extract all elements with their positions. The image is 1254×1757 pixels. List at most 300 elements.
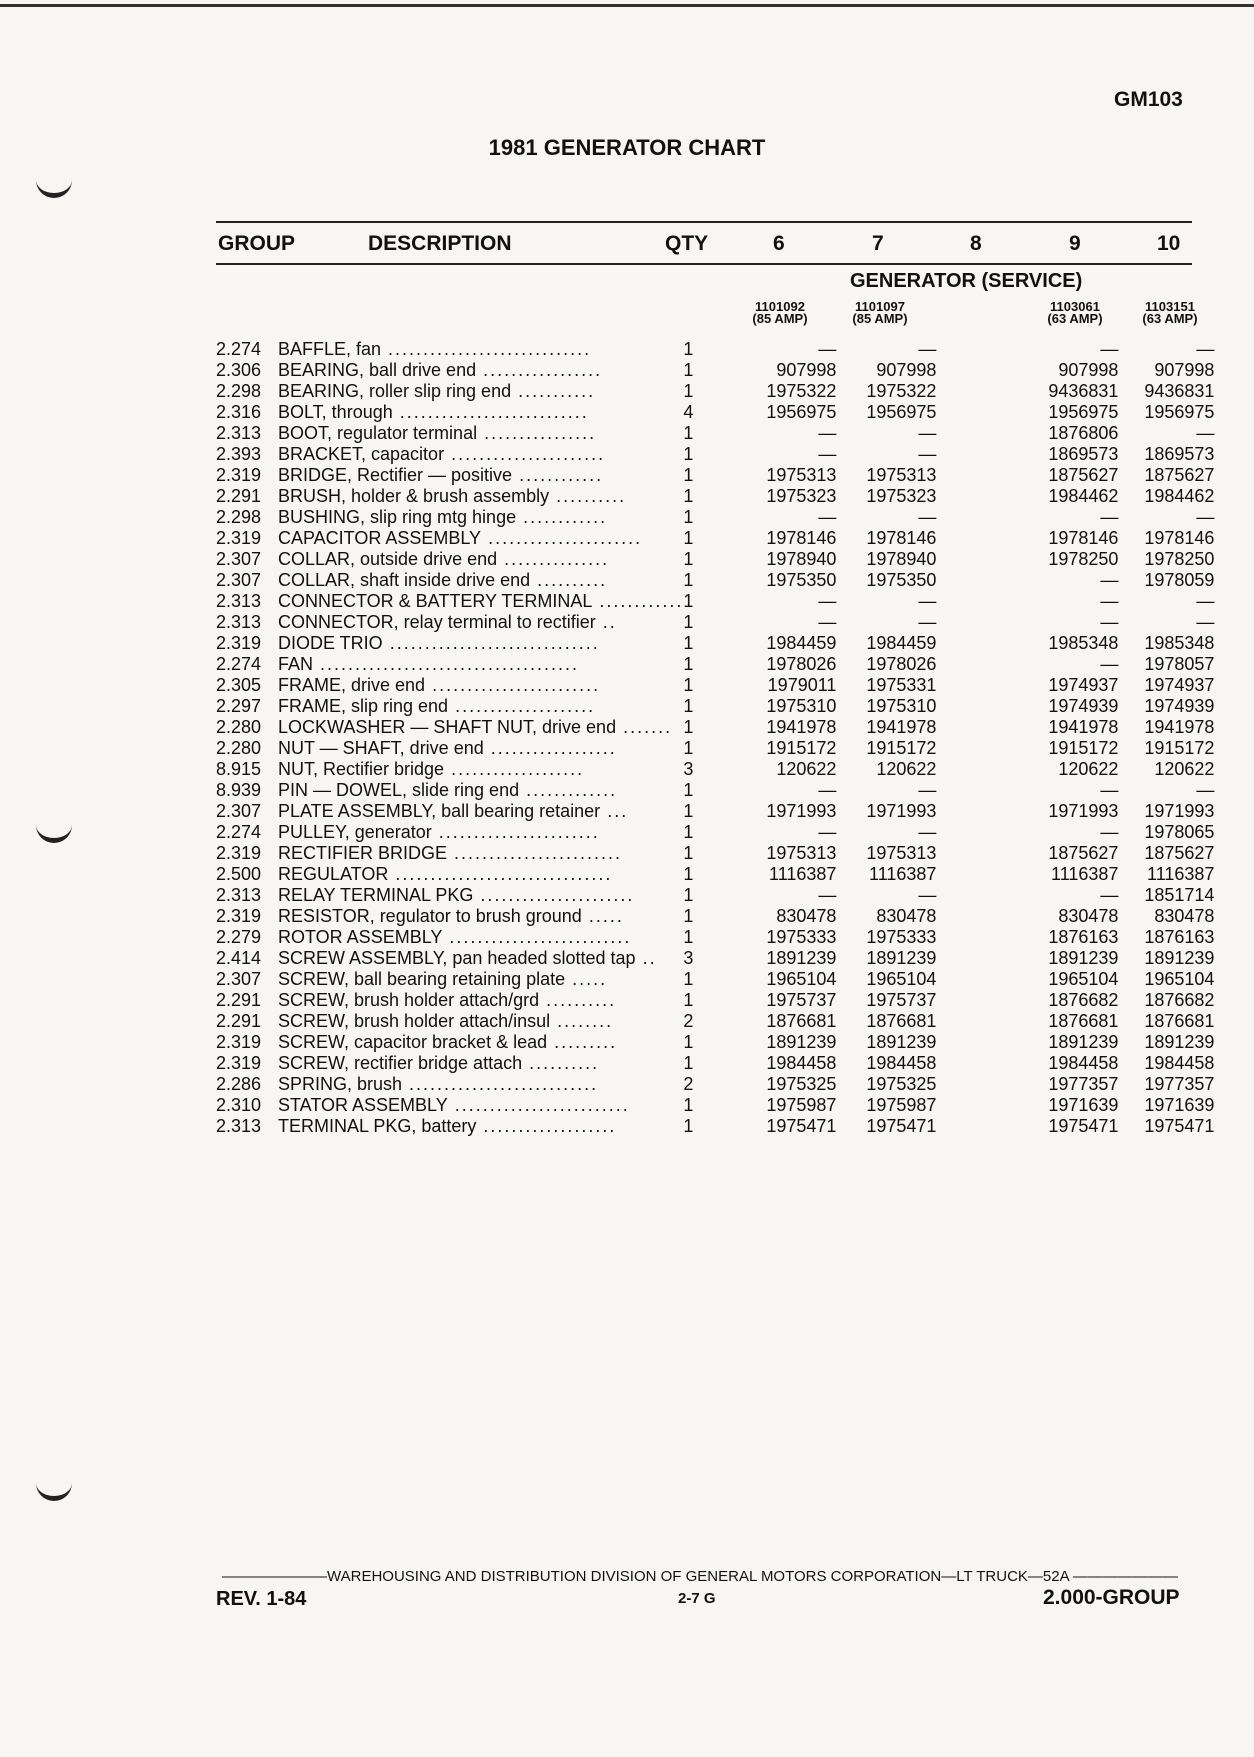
- cell-group: 2.319: [216, 1032, 262, 1052]
- cell-c10: 1978065: [1144, 822, 1215, 842]
- top-border-rule: [0, 4, 1254, 7]
- cell-c8: [936, 822, 996, 843]
- parts-table-body: [216, 339, 1214, 1137]
- cell-group: 2.313: [216, 423, 262, 443]
- cell-c6: 1975310: [766, 696, 837, 716]
- leader-dots: ..........: [530, 570, 608, 590]
- description-text: FAN: [278, 654, 314, 674]
- cell-description: [278, 507, 683, 528]
- leader-dots: ...................: [476, 1116, 617, 1136]
- cell-qty: 1: [683, 990, 694, 1010]
- cell-c8: [936, 717, 996, 738]
- description-text: BEARING, ball drive end: [278, 360, 477, 380]
- cell-c6: 1941978: [766, 717, 837, 737]
- cell-c8: [936, 465, 996, 486]
- cell-qty: 1: [683, 843, 694, 863]
- cell-c7: 1975350: [866, 570, 937, 590]
- cell-c8: [936, 885, 996, 906]
- cell-qty: 1: [683, 864, 694, 884]
- model-amp: (63 AMP): [1047, 311, 1103, 326]
- description-text: SCREW, rectifier bridge attach: [278, 1053, 523, 1073]
- cell-qty: 1: [683, 570, 694, 590]
- model-amp: (63 AMP): [1142, 311, 1198, 326]
- cell-c7: —: [918, 591, 937, 611]
- cell-c6: 1975325: [766, 1074, 837, 1094]
- description-text: FRAME, drive end: [278, 675, 426, 695]
- cell-c7: 1116387: [869, 864, 937, 884]
- cell-qty: 1: [683, 486, 694, 506]
- table-row: [216, 906, 1214, 927]
- header-col-10: 10: [1157, 232, 1181, 255]
- cell-c10: 1869573: [1144, 444, 1215, 464]
- table-row: [216, 1116, 1214, 1137]
- cell-c7: 1915172: [866, 738, 937, 758]
- cell-qty: 1: [683, 423, 694, 443]
- cell-c9: 1985348: [1048, 633, 1119, 653]
- cell-qty: 1: [683, 591, 694, 611]
- service-label: GENERATOR (SERVICE): [850, 270, 1083, 292]
- cell-qty: 1: [683, 360, 694, 380]
- cell-qty: 1: [683, 528, 694, 548]
- model-number: 1103061: [1050, 299, 1100, 314]
- table-row: [216, 423, 1214, 444]
- revision-label: REV. 1-84: [216, 1588, 307, 1610]
- cell-group: 2.291: [216, 486, 262, 506]
- cell-c10: 1978059: [1144, 570, 1215, 590]
- cell-c8: [936, 381, 996, 402]
- cell-c7: 1975471: [866, 1116, 937, 1136]
- description-text: BRACKET, capacitor: [278, 444, 445, 464]
- cell-description: [278, 1053, 683, 1074]
- cell-group: 2.319: [216, 906, 262, 926]
- model-number: 1101097: [855, 299, 905, 314]
- cell-qty: 3: [683, 759, 694, 779]
- cell-c9: 1876163: [1048, 927, 1119, 947]
- cell-group: 2.319: [216, 528, 262, 548]
- cell-c6: —: [818, 885, 837, 905]
- cell-c6: 830478: [776, 906, 837, 926]
- cell-description: [278, 339, 683, 360]
- cell-c8: [936, 360, 996, 381]
- table-row: [216, 654, 1214, 675]
- description-text: BRUSH, holder & brush assembly: [278, 486, 550, 506]
- cell-c7: 1876681: [866, 1011, 937, 1031]
- cell-qty: 1: [683, 1116, 694, 1136]
- cell-c7: 1891239: [866, 948, 937, 968]
- cell-group: 2.274: [216, 822, 262, 842]
- leader-dots: .....................................: [313, 654, 580, 674]
- cell-group: 8.939: [216, 780, 262, 800]
- cell-description: [278, 402, 683, 423]
- description-text: NUT, Rectifier bridge: [278, 759, 445, 779]
- leader-dots: ......................: [473, 885, 635, 905]
- description-text: LOCKWASHER — SHAFT NUT, drive end: [278, 717, 617, 737]
- cell-c6: 120622: [776, 759, 837, 779]
- leader-dots: ....................: [448, 696, 596, 716]
- cell-qty: 1: [683, 507, 694, 527]
- cell-c10: 1875627: [1144, 843, 1215, 863]
- table-row: [216, 1074, 1214, 1095]
- cell-c10: —: [1196, 339, 1215, 359]
- cell-qty: 1: [683, 717, 694, 737]
- cell-c8: [936, 675, 996, 696]
- leader-dots: ..............................: [382, 633, 600, 653]
- cell-c10: 1985348: [1144, 633, 1215, 653]
- cell-c8: [936, 780, 996, 801]
- cell-c8: [936, 759, 996, 780]
- table-row: [216, 402, 1214, 423]
- cell-group: 2.313: [216, 591, 262, 611]
- cell-c8: [936, 738, 996, 759]
- table-row: [216, 381, 1214, 402]
- footer-division-line: ———————WAREHOUSING AND DISTRIBUTION DIVISION OF GENERAL MOTORS CORPORATION—LT TRUCK—52A ———————: [222, 1568, 1178, 1585]
- cell-c7: 907998: [876, 360, 937, 380]
- cell-c10: 1891239: [1144, 948, 1215, 968]
- model-col-6: [735, 301, 825, 325]
- cell-qty: 1: [683, 654, 694, 674]
- cell-group: 2.298: [216, 507, 262, 527]
- cell-description: [278, 759, 683, 780]
- cell-c10: 1978146: [1144, 528, 1215, 548]
- cell-c9: —: [1100, 570, 1119, 590]
- model-amp: (85 AMP): [852, 311, 908, 326]
- leader-dots: ..........: [539, 990, 617, 1010]
- table-row: [216, 843, 1214, 864]
- cell-description: [278, 843, 683, 864]
- cell-group: 2.279: [216, 927, 262, 947]
- cell-c10: 1978250: [1144, 549, 1215, 569]
- cell-c6: —: [818, 444, 837, 464]
- cell-c9: 1891239: [1048, 1032, 1119, 1052]
- table-row: [216, 528, 1214, 549]
- cell-description: [278, 1011, 683, 1032]
- cell-group: 2.286: [216, 1074, 262, 1094]
- cell-qty: 3: [683, 948, 694, 968]
- description-text: BOLT, through: [278, 402, 393, 422]
- table-row: [216, 885, 1214, 906]
- cell-qty: 1: [683, 780, 694, 800]
- cell-c7: —: [918, 423, 937, 443]
- cell-c9: 1978250: [1048, 549, 1119, 569]
- table-row: [216, 633, 1214, 654]
- description-text: DIODE TRIO: [278, 633, 383, 653]
- cell-qty: 1: [683, 444, 694, 464]
- cell-c10: 9436831: [1144, 381, 1215, 401]
- description-text: BEARING, roller slip ring end: [278, 381, 512, 401]
- cell-qty: 1: [683, 1095, 694, 1115]
- header-top-rule: [216, 221, 1192, 223]
- cell-qty: 1: [683, 675, 694, 695]
- leader-dots: .........................: [447, 1095, 630, 1115]
- cell-c10: 1116387: [1147, 864, 1215, 884]
- cell-c6: 1979011: [767, 675, 837, 695]
- leader-dots: .....: [565, 969, 608, 989]
- table-row: [216, 1095, 1214, 1116]
- header-col-8: 8: [970, 232, 982, 255]
- leader-dots: ...: [600, 801, 629, 821]
- description-text: BAFFLE, fan: [278, 339, 382, 359]
- cell-c6: 1116387: [769, 864, 837, 884]
- cell-group: 2.274: [216, 339, 262, 359]
- cell-group: 2.280: [216, 738, 262, 758]
- cell-qty: 1: [683, 381, 694, 401]
- table-row: [216, 1032, 1214, 1053]
- cell-c8: [936, 1095, 996, 1116]
- table-row: [216, 570, 1214, 591]
- cell-c6: —: [818, 612, 837, 632]
- cell-group: 2.319: [216, 633, 262, 653]
- cell-c7: 1975313: [866, 843, 937, 863]
- cell-c9: 1965104: [1048, 969, 1119, 989]
- cell-c6: 1975350: [766, 570, 837, 590]
- cell-c9: 1876682: [1048, 990, 1119, 1010]
- leader-dots: ...................: [444, 759, 585, 779]
- cell-group: 2.280: [216, 717, 262, 737]
- cell-description: [278, 486, 683, 507]
- description-text: NUT — SHAFT, drive end: [278, 738, 484, 758]
- cell-c9: 1971993: [1048, 801, 1119, 821]
- cell-c9: 1978146: [1048, 528, 1119, 548]
- cell-c8: [936, 1053, 996, 1074]
- table-row: [216, 507, 1214, 528]
- cell-c6: —: [818, 423, 837, 443]
- model-number: 1103151: [1145, 299, 1195, 314]
- description-text: PULLEY, generator: [278, 822, 432, 842]
- leader-dots: ............: [516, 507, 608, 527]
- cell-group: 2.307: [216, 549, 262, 569]
- table-row: [216, 801, 1214, 822]
- cell-c6: 1975333: [766, 927, 837, 947]
- description-text: SCREW, capacitor bracket & lead: [278, 1032, 548, 1052]
- cell-qty: 1: [683, 339, 694, 359]
- leader-dots: .............................: [381, 339, 592, 359]
- cell-c9: 1984462: [1048, 486, 1119, 506]
- leader-dots: ......................: [481, 528, 643, 548]
- cell-c6: 1891239: [766, 948, 837, 968]
- cell-c8: [936, 1011, 996, 1032]
- leader-dots: ........................: [447, 843, 623, 863]
- cell-group: 2.307: [216, 969, 262, 989]
- binder-hole-mark: [36, 175, 72, 198]
- cell-c7: 1975333: [866, 927, 937, 947]
- table-row: [216, 780, 1214, 801]
- cell-qty: 1: [683, 549, 694, 569]
- cell-c9: —: [1100, 822, 1119, 842]
- cell-description: [278, 822, 683, 843]
- cell-description: [278, 591, 683, 612]
- header-qty: QTY: [665, 232, 709, 255]
- cell-c9: 1116387: [1051, 864, 1119, 884]
- cell-c7: —: [918, 822, 937, 842]
- description-text: TERMINAL PKG, battery: [278, 1116, 477, 1136]
- description-text: RECTIFIER BRIDGE: [278, 843, 448, 863]
- cell-group: 2.307: [216, 801, 262, 821]
- cell-c9: 1974937: [1048, 675, 1119, 695]
- leader-dots: ...........................: [392, 402, 589, 422]
- cell-c10: 1984462: [1144, 486, 1215, 506]
- parts-table: [216, 339, 1214, 1137]
- cell-c8: [936, 423, 996, 444]
- cell-group: 2.414: [216, 948, 262, 968]
- cell-description: [278, 654, 683, 675]
- cell-c7: —: [918, 885, 937, 905]
- cell-qty: 1: [683, 612, 694, 632]
- description-text: COLLAR, outside drive end: [278, 549, 498, 569]
- table-row: [216, 675, 1214, 696]
- cell-c9: —: [1100, 591, 1119, 611]
- cell-c6: 907998: [776, 360, 837, 380]
- header-col-6: 6: [773, 232, 785, 255]
- cell-group: 2.307: [216, 570, 262, 590]
- description-text: BRIDGE, Rectifier — positive: [278, 465, 513, 485]
- cell-group: 2.305: [216, 675, 262, 695]
- cell-c10: —: [1196, 780, 1215, 800]
- cell-c8: [936, 570, 996, 591]
- model-col-10: [1125, 301, 1215, 325]
- cell-c7: —: [918, 780, 937, 800]
- table-row: [216, 948, 1214, 969]
- table-row: [216, 444, 1214, 465]
- cell-c10: 1978057: [1144, 654, 1215, 674]
- cell-c9: 1869573: [1048, 444, 1119, 464]
- cell-c9: 907998: [1058, 360, 1119, 380]
- cell-c8: [936, 1074, 996, 1095]
- table-row: [216, 486, 1214, 507]
- cell-description: [278, 738, 683, 759]
- leader-dots: .............: [519, 780, 618, 800]
- description-text: RELAY TERMINAL PKG: [278, 885, 474, 905]
- cell-c9: 1876806: [1048, 423, 1119, 443]
- cell-c6: —: [818, 339, 837, 359]
- cell-c8: [936, 612, 996, 633]
- table-row: [216, 1053, 1214, 1074]
- cell-c9: 1941978: [1048, 717, 1119, 737]
- table-row: [216, 549, 1214, 570]
- leader-dots: ...........: [511, 381, 596, 401]
- cell-c7: 1975737: [866, 990, 937, 1010]
- cell-c8: [936, 507, 996, 528]
- cell-description: [278, 549, 683, 570]
- cell-description: [278, 423, 683, 444]
- cell-description: [278, 717, 683, 738]
- cell-c8: [936, 1032, 996, 1053]
- cell-c7: 830478: [876, 906, 937, 926]
- header-group: GROUP: [218, 232, 296, 255]
- cell-c6: 1975987: [766, 1095, 837, 1115]
- cell-c10: —: [1196, 423, 1215, 443]
- description-text: SPRING, brush: [278, 1074, 403, 1094]
- cell-c8: [936, 990, 996, 1011]
- cell-c7: 1971993: [866, 801, 937, 821]
- cell-c6: 1975313: [766, 843, 837, 863]
- cell-qty: 1: [683, 1032, 694, 1052]
- leader-dots: ...........................: [402, 1074, 599, 1094]
- cell-group: 2.310: [216, 1095, 262, 1115]
- table-row: [216, 717, 1214, 738]
- cell-c8: [936, 843, 996, 864]
- cell-c8: [936, 927, 996, 948]
- cell-c10: 1851714: [1144, 885, 1215, 905]
- leader-dots: ..: [635, 948, 657, 968]
- leader-dots: ..........: [522, 1053, 600, 1073]
- cell-c8: [936, 486, 996, 507]
- description-text: ROTOR ASSEMBLY: [278, 927, 443, 947]
- cell-c6: 1975322: [766, 381, 837, 401]
- description-text: RESISTOR, regulator to brush ground: [278, 906, 582, 926]
- cell-c7: 1978146: [866, 528, 937, 548]
- leader-dots: ...............: [497, 549, 610, 569]
- cell-c6: 1978940: [766, 549, 837, 569]
- binder-hole-mark: [36, 1478, 72, 1501]
- cell-c8: [936, 696, 996, 717]
- table-row: [216, 591, 1214, 612]
- cell-group: 8.915: [216, 759, 262, 779]
- cell-c8: [936, 864, 996, 885]
- cell-description: [278, 633, 683, 654]
- description-text: REGULATOR: [278, 864, 389, 884]
- header-description: DESCRIPTION: [368, 232, 512, 255]
- model-col-7: [835, 301, 925, 325]
- cell-c6: 1984459: [766, 633, 837, 653]
- cell-c7: —: [918, 444, 937, 464]
- leader-dots: ..: [595, 612, 617, 632]
- cell-c9: —: [1100, 507, 1119, 527]
- description-text: BOOT, regulator terminal: [278, 423, 478, 443]
- cell-group: 2.313: [216, 1116, 262, 1136]
- cell-c6: 1956975: [766, 402, 837, 422]
- cell-c7: 1965104: [866, 969, 937, 989]
- cell-c7: —: [918, 339, 937, 359]
- header-bottom-rule: [216, 263, 1192, 265]
- cell-qty: 1: [683, 927, 694, 947]
- table-row: [216, 465, 1214, 486]
- table-row: [216, 360, 1214, 381]
- cell-c7: 1975323: [866, 486, 937, 506]
- leader-dots: ..................: [483, 738, 617, 758]
- cell-description: [278, 381, 683, 402]
- cell-c10: 1977357: [1144, 1074, 1215, 1094]
- description-text: STATOR ASSEMBLY: [278, 1095, 448, 1115]
- cell-c6: —: [818, 507, 837, 527]
- cell-c10: 1974939: [1144, 696, 1215, 716]
- cell-c6: 1984458: [766, 1053, 837, 1073]
- table-row: [216, 612, 1214, 633]
- table-row: [216, 1011, 1214, 1032]
- page-number: 2-7 G: [678, 1590, 716, 1607]
- table-row: [216, 822, 1214, 843]
- cell-c10: 1971639: [1144, 1095, 1215, 1115]
- cell-c7: 1891239: [866, 1032, 937, 1052]
- cell-c10: —: [1196, 591, 1215, 611]
- cell-description: [278, 780, 683, 801]
- cell-c8: [936, 654, 996, 675]
- cell-description: [278, 1095, 683, 1116]
- cell-c9: —: [1100, 339, 1119, 359]
- cell-description: [278, 1032, 683, 1053]
- binder-hole-mark: [36, 820, 72, 843]
- table-row: [216, 759, 1214, 780]
- description-text: SCREW, brush holder attach/insul: [278, 1011, 551, 1031]
- description-text: SCREW, brush holder attach/grd: [278, 990, 540, 1010]
- cell-description: [278, 465, 683, 486]
- cell-group: 2.291: [216, 990, 262, 1010]
- cell-c9: —: [1100, 654, 1119, 674]
- cell-description: [278, 885, 683, 906]
- leader-dots: .......: [616, 717, 673, 737]
- cell-c7: —: [918, 612, 937, 632]
- cell-qty: 2: [683, 1074, 694, 1094]
- cell-c8: [936, 1116, 996, 1137]
